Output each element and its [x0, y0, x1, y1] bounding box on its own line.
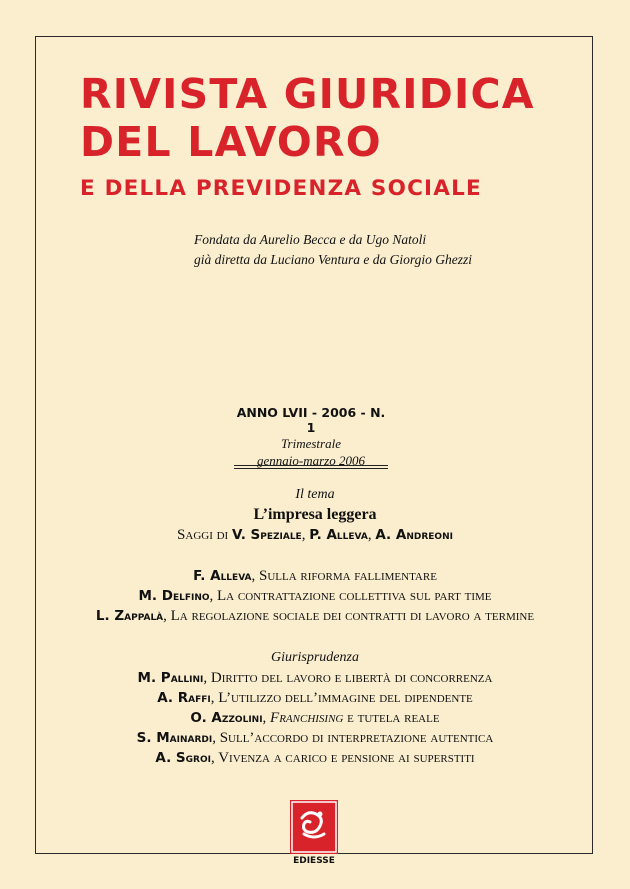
- article-entry: [0, 606, 630, 626]
- jurisprudence-entry: [0, 748, 630, 768]
- jurisprudence-author: S. Mainardi: [136, 730, 213, 746]
- publisher-logo-icon: [290, 800, 338, 854]
- founders-line-1: Fondata da Aurelio Becca e da Ugo Natoli: [194, 232, 427, 247]
- jurisprudence-author: A. Raffi: [157, 690, 211, 706]
- essays-prefix: Saggi di: [177, 527, 229, 543]
- article-author: L. Zappalà: [95, 608, 164, 624]
- jurisprudence-label: Giurisprudenza: [271, 650, 359, 665]
- issue-number: ANNO LVII - 2006 - N. 1: [236, 405, 386, 435]
- jurisprudence-author: M. Pallini: [137, 670, 204, 686]
- journal-title: [80, 70, 535, 204]
- founders-line-2: già diretta da Luciano Ventura e da Giorgio Ghezzi: [194, 252, 472, 267]
- divider-rule: [234, 468, 388, 469]
- article-title: , La contrattazione collettiva sul part time: [209, 588, 492, 604]
- founders-note: [194, 230, 472, 270]
- jurisprudence-title-italic: Franchising: [270, 710, 344, 726]
- essay-author: V. Speziale: [231, 527, 302, 543]
- jurisprudence-title: , Vivenza a carico e pensione ai superstiti: [210, 750, 475, 766]
- jurisprudence-title: , Sull’accordo di interpretazione autentica: [212, 730, 494, 746]
- essay-author: A. Andreoni: [375, 527, 453, 543]
- jurisprudence-title: , Diritto del lavoro e libertà di concorrenza: [203, 670, 493, 686]
- title-line-2: DEL LAVORO: [80, 118, 382, 166]
- article-author: M. Delfino: [138, 588, 210, 604]
- jurisprudence-title: , L’utilizzo dell’immagine del dipendente: [210, 690, 473, 706]
- separator: ,: [301, 527, 306, 543]
- jurisprudence-entry: [0, 728, 630, 748]
- jurisprudence-author: O. Azzolini: [190, 710, 263, 726]
- publisher-name: EDIESSE: [293, 856, 335, 866]
- jurisprudence-entry: [0, 688, 630, 708]
- theme-essays: [0, 525, 630, 545]
- jurisprudence-title: e tutela reale: [343, 710, 440, 726]
- issue-period: gennaio-marzo 2006: [257, 453, 365, 468]
- title-line-3: E DELLA PREVIDENZA SOCIALE: [80, 176, 482, 201]
- articles-section: [0, 566, 630, 626]
- jurisprudence-entry: O. Azzolini, Franchising e tutela reale: [190, 710, 440, 726]
- essay-author: P. Alleva: [309, 527, 368, 543]
- theme-label: Il tema: [295, 487, 335, 502]
- title-line-1: RIVISTA GIURIDICA: [80, 70, 535, 118]
- issue-frequency: Trimestrale: [281, 436, 341, 451]
- jurisprudence-entry: [0, 668, 630, 688]
- article-title: , Sulla riforma fallimentare: [251, 568, 437, 584]
- article-title: , La regolazione sociale dei contratti di lavoro a termine: [163, 608, 535, 624]
- article-author: F. Alleva: [193, 568, 252, 584]
- theme-section: [0, 485, 630, 545]
- theme-title: L’impresa leggera: [253, 506, 377, 523]
- jurisprudence-section: [0, 648, 630, 768]
- issue-info: [232, 405, 390, 469]
- jurisprudence-author: A. Sgroi: [155, 750, 211, 766]
- article-entry: [0, 566, 630, 586]
- divider-rule: [234, 465, 388, 466]
- article-entry: [0, 586, 630, 606]
- separator: ,: [367, 527, 372, 543]
